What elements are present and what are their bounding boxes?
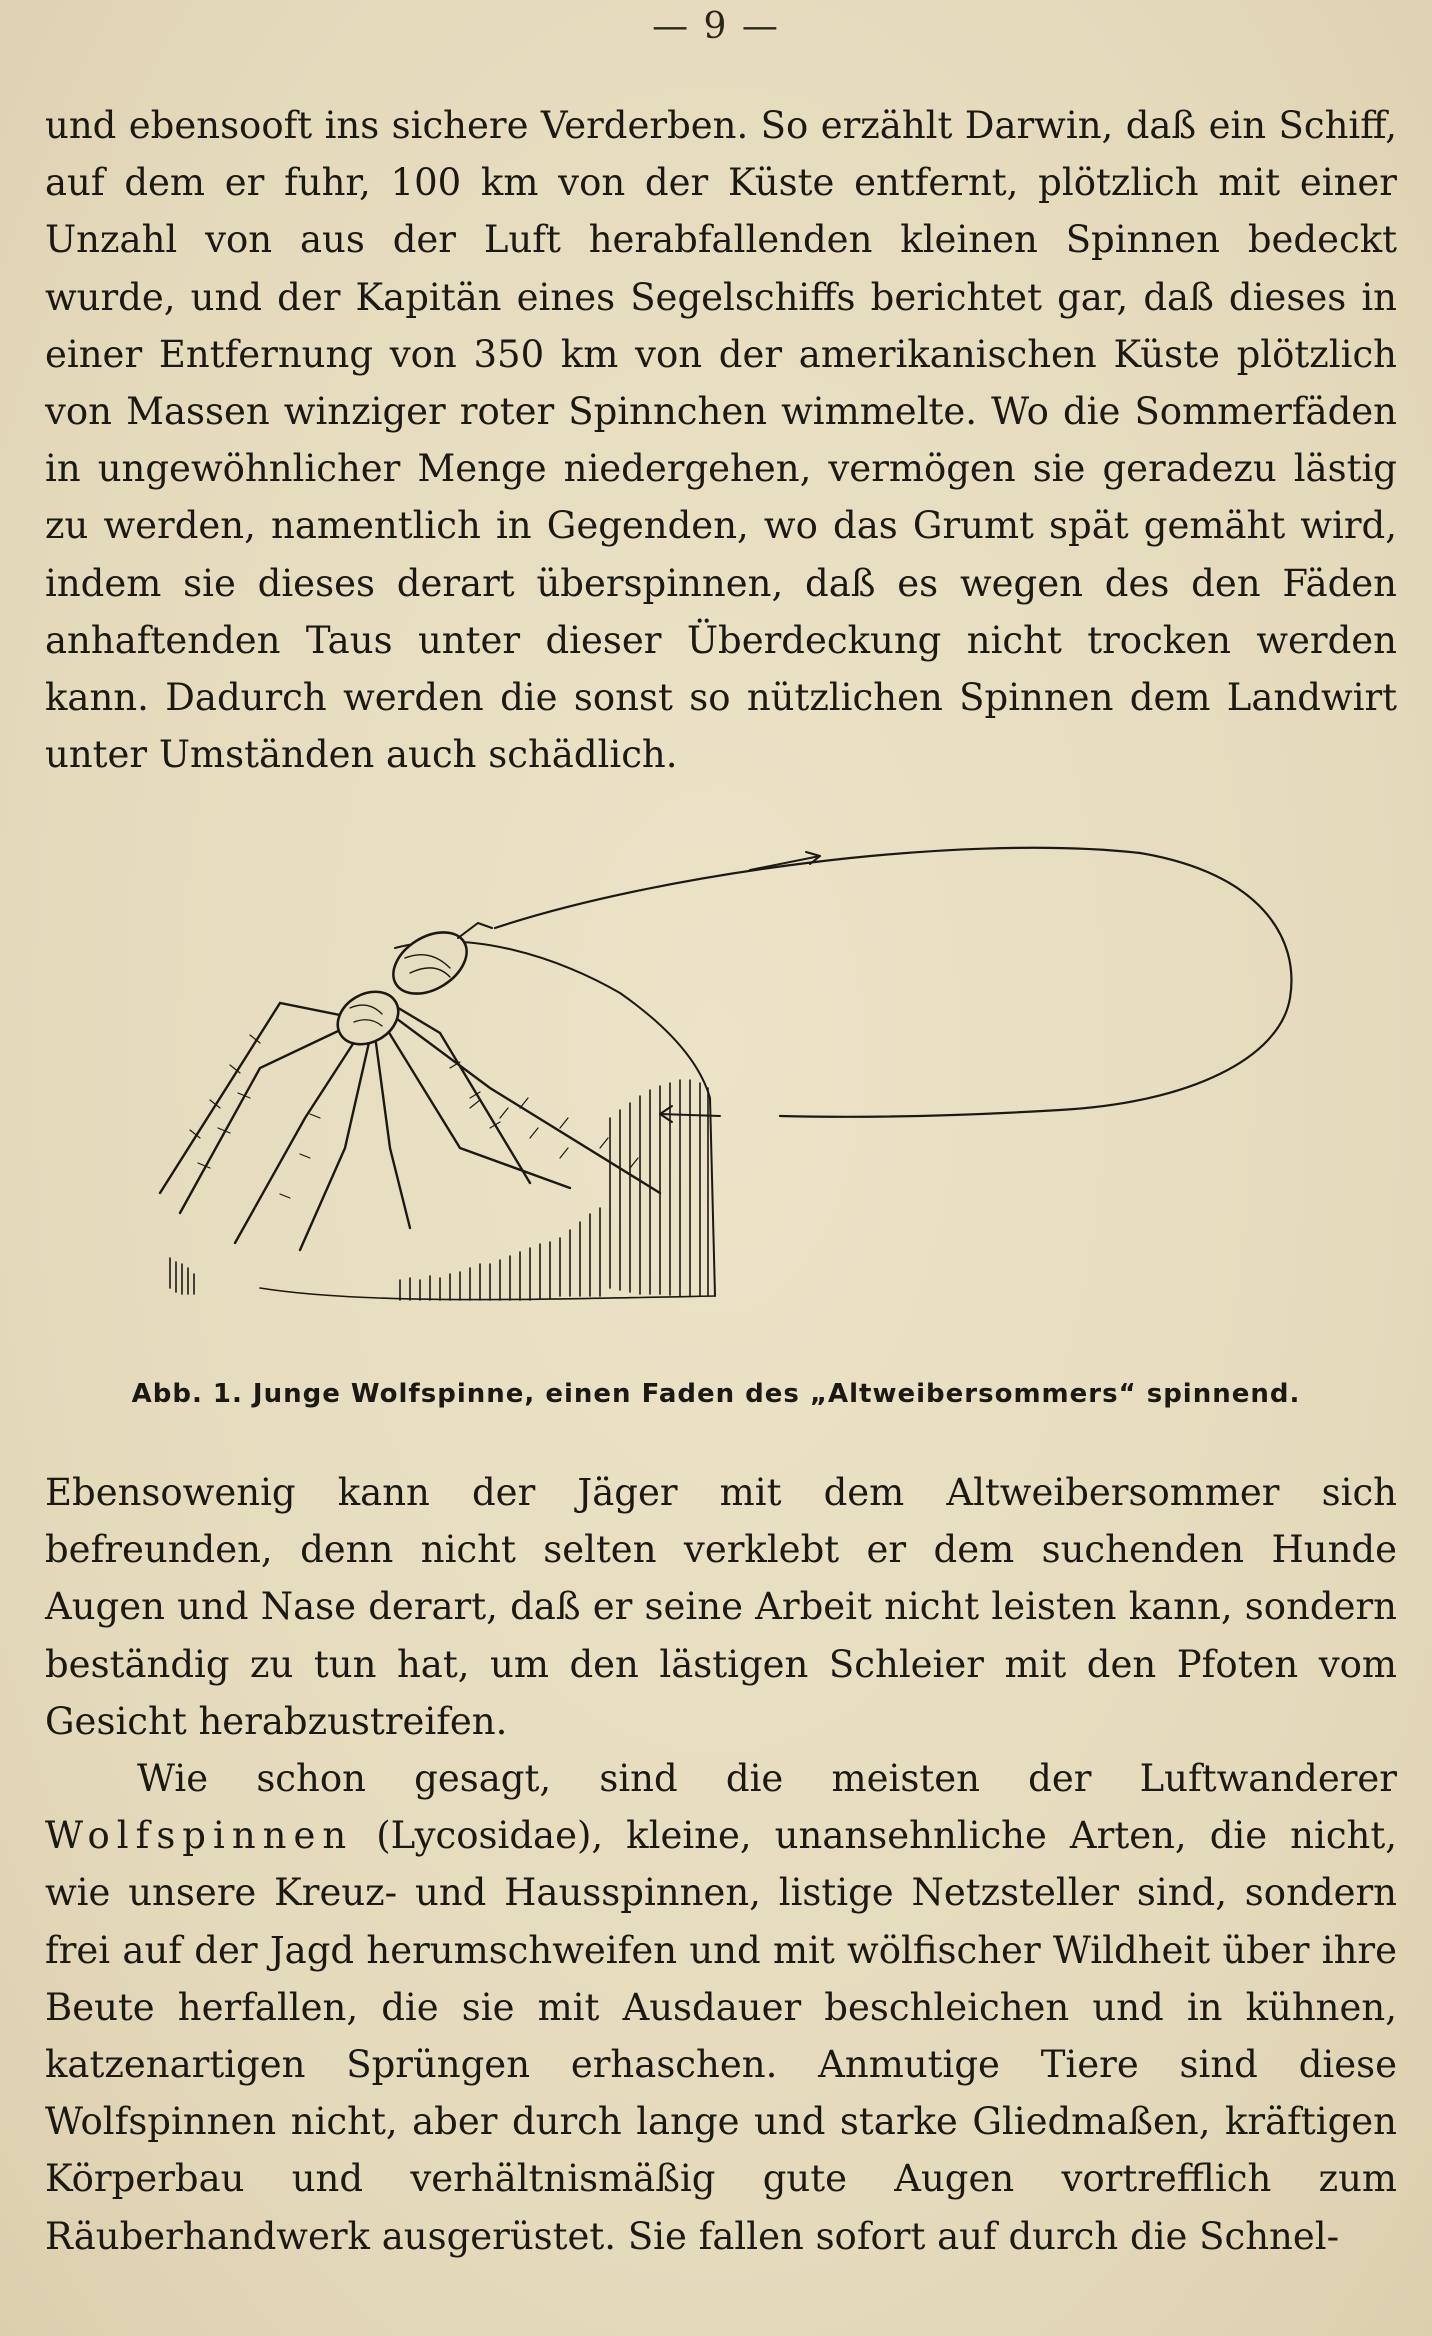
silk-thread xyxy=(495,848,1291,1117)
emphasized-term: Wolfspinnen xyxy=(45,1814,354,1858)
paragraph-1: und ebensooft ins sichere Verderben. So erzählt Darwin, daß ein Schiff, auf dem er fuhr, 100 km von der Küste entfernt, plötzlich mit einer Unzahl von aus der Luft herabfallenden kleinen Spinnen bedeckt wurde, und der Kapitän eines Segelschiffs berichtet gar, daß dieses in einer Entfernung von 350 km von der amerikanischen Küste plötzlich von Massen winziger roter Spinnchen wimmelte. Wo die Sommerfäden in ungewöhnlicher Menge niedergehen, vermögen sie geradezu lästig zu werden, namentlich in Gegenden, wo das Grumt spät gemäht wird, indem sie dieses derart überspinnen, daß es wegen des den Fäden anhaftenden Taus unter dieser Überdeckung nicht trocken werden kann. Dadurch werden die sonst so nützlichen Spinnen dem Landwirt unter Umständen auch schädlich. xyxy=(45,104,1397,777)
paragraph-3-start: Wie schon gesagt, sind die meisten der Luftwanderer xyxy=(137,1757,1397,1801)
page-number: — 9 — xyxy=(652,6,780,47)
text-block-top xyxy=(45,97,1397,783)
text-block-bottom xyxy=(45,1464,1397,2265)
figure-caption: Abb. 1. Junge Wolfspinne, einen Faden des „Altweibersommers“ spinnend. xyxy=(131,1379,1301,1409)
paragraph-3 xyxy=(45,1750,1397,2265)
spider-illustration xyxy=(140,818,1320,1358)
paragraph-2: Ebensowenig kann der Jäger mit dem Altweibersommer sich befreunden, denn nicht selten verklebt er dem suchenden Hunde Augen und Nase derart, daß er seine Arbeit nicht leisten kann, sondern beständig zu tun hat, um den lästigen Schleier mit den Pfoten vom Gesicht herabzustreifen. xyxy=(45,1471,1397,1743)
paragraph-3-rest: (Lycosidae), kleine, unansehnliche Arten, die nicht, wie unsere Kreuz- und Hausspinnen, listige Netzsteller sind, sondern frei auf der Jagd herumschweifen und mit wölfischer Wildheit über ihre Beute herfallen, die sie mit Ausdauer beschleichen und in kühnen, katzenartigen Sprüngen erhaschen. Anmutige Tiere sind diese Wolfspinnen nicht, aber durch lange und starke Gliedmaßen, kräftigen Körperbau und verhältnismäßig gute Augen vortrefflich zum Räuberhandwerk ausgerüstet. Sie fallen sofort auf durch die Schnel- xyxy=(45,1814,1397,2258)
